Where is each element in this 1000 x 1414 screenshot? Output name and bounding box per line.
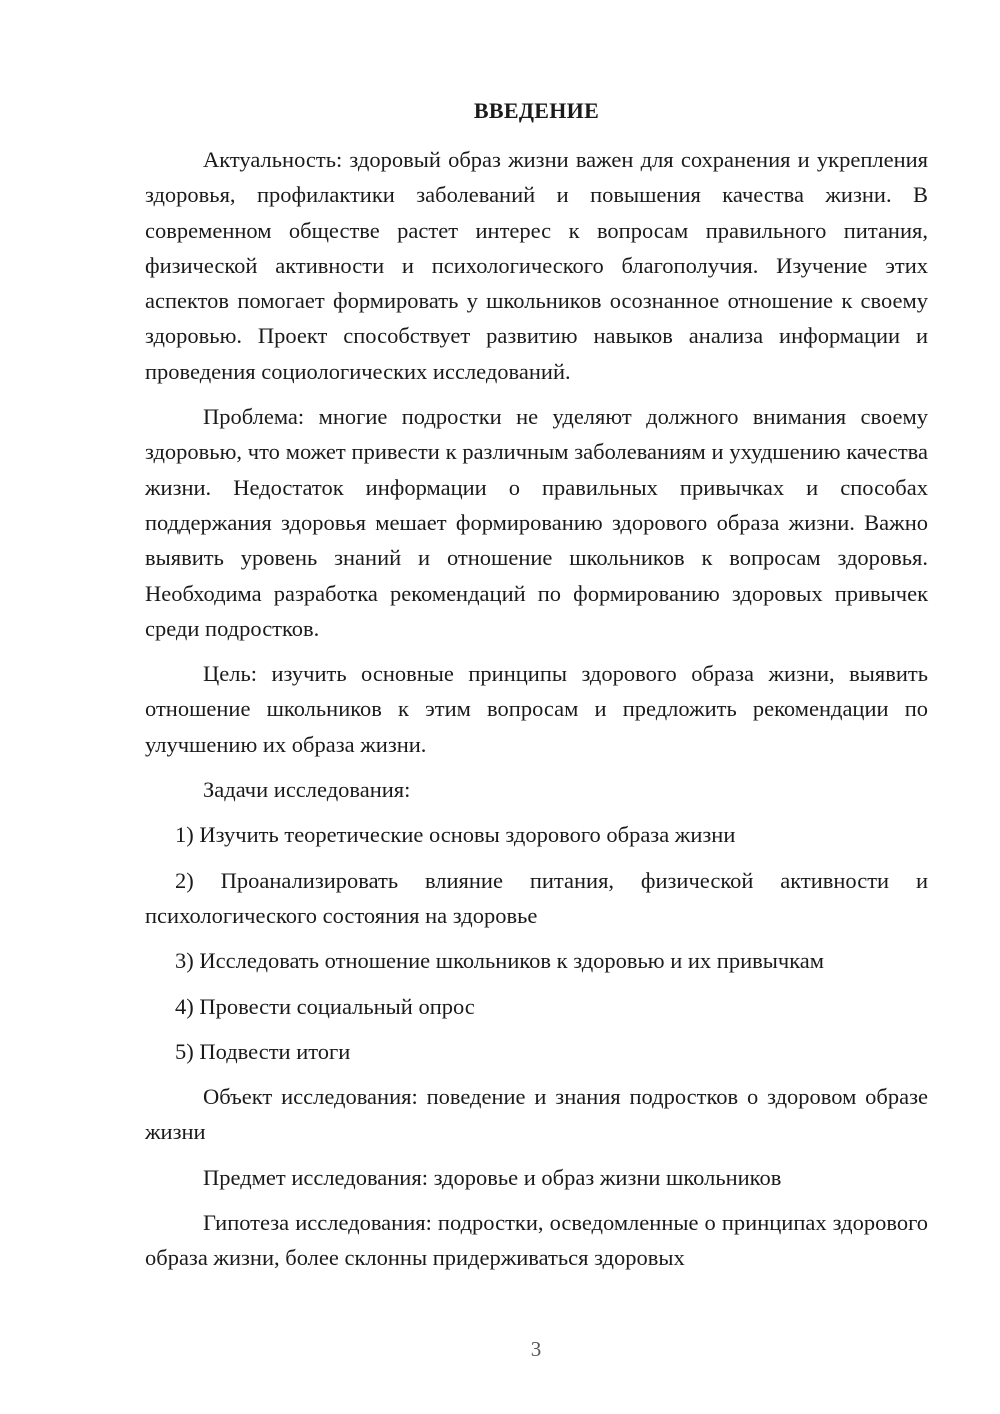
task-item-2: 2) Проанализировать влияние питания, физической активности и психологического состояния на здоровье [145,867,928,928]
task-item-4: 4) Провести социальный опрос [175,993,475,1019]
paragraph-subject: Предмет исследования: здоровье и образ жизни школьников [203,1164,782,1190]
paragraph-tasks-heading: Задачи исследования: [203,777,411,803]
task-item-5: 5) Подвести итоги [175,1038,351,1064]
paragraph-goal: Цель: изучить основные принципы здорового образа жизни, выявить отношение школьников к этим вопросам и предложить рекомендации по улучшению их образа жизни. [145,661,928,757]
paragraph-problem: Проблема: многие подростки не уделяют должного внимания своему здоровью, что может привести к различным заболеваниям и ухудшению качества жизни. Недостаток информации о правильных привычках и способах поддержания здоровья мешает формированию здорового образа жизни. Важно выявить уровень знаний и отношение школьников к вопросам здоровья. Необходима разработка рекомендаций по формированию здоровых привычек среди подростков. [145,404,928,641]
task-item-1: 1) Изучить теоретические основы здорового образа жизни [175,822,736,848]
paragraph-relevance: Актуальность: здоровый образ жизни важен для сохранения и укрепления здоровья, профилактики заболеваний и повышения качества жизни. В современном обществе растет интерес к вопросам правильного питания, физической активности и психологического благополучия. Изучение этих аспектов помогает формировать у школьников осознанное отношение к своему здоровью. Проект способствует развитию навыков анализа информации и проведения социологических исследований. [145,147,928,384]
paragraph-hypothesis: Гипотеза исследования: подростки, осведомленные о принципах здорового образа жизни, более склонны придерживаться здоровых [145,1210,928,1271]
section-title: ВВЕДЕНИЕ [473,98,600,123]
paragraph-object: Объект исследования: поведение и знания подростков о здоровом образе жизни [145,1084,928,1145]
page-number: 3 [530,1337,542,1361]
task-item-3: 3) Исследовать отношение школьников к здоровью и их привычкам [175,948,825,974]
document-body [145,142,928,1286]
